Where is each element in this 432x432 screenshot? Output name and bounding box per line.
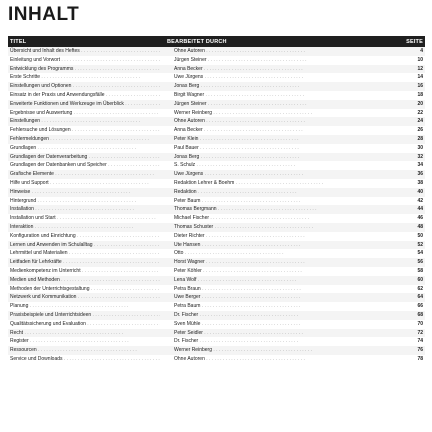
entry-page: 62: [417, 285, 423, 292]
entry-title: Planung . . .: [8, 302, 160, 311]
entry-author: Ute Hansen . . .: [160, 241, 324, 250]
table-row[interactable]: [8, 82, 425, 91]
entry-author: Thomas Schuster . . .: [160, 223, 324, 232]
entry-page: 22: [417, 109, 423, 116]
entry-page: 72: [417, 329, 423, 336]
entry-title: Grafische Elemente . . .: [8, 170, 160, 179]
entry-page: 44: [417, 206, 423, 213]
entry-title: Fehlersuche und Lösungen . . .: [8, 126, 160, 135]
entry-page: 52: [417, 241, 423, 248]
entry-author: Horst Wagner . . .: [160, 258, 324, 267]
table-row[interactable]: [8, 320, 425, 329]
entry-page: 14: [417, 74, 423, 81]
entry-title: Grundlagen der Datenbanken und Speicher . . .: [8, 161, 160, 170]
table-row[interactable]: [8, 232, 425, 241]
entry-author: Ohne Autoren . . .: [160, 47, 324, 56]
entry-page: 38: [417, 179, 423, 186]
entry-author: Dr. Fischer . . .: [160, 311, 324, 320]
entry-author: Jürgen Steiner . . .: [160, 56, 324, 65]
entry-title: Ergebnisse und Auswertung . . .: [8, 109, 160, 118]
table-row[interactable]: [8, 117, 425, 126]
entry-author: Ohne Autoren . . .: [160, 117, 324, 126]
table-row[interactable]: [8, 311, 425, 320]
entry-author: Sven Mühle . . .: [160, 320, 324, 329]
entry-author: Anna Becker . . .: [160, 126, 324, 135]
table-row[interactable]: [8, 355, 425, 364]
entry-author: Werner Reinberg . . .: [160, 346, 324, 355]
table-row[interactable]: [8, 65, 425, 74]
header-author: BEARBEITET DURCH: [167, 38, 227, 45]
entry-page: 78: [417, 355, 423, 362]
entry-page: 48: [417, 223, 423, 230]
table-row[interactable]: [8, 179, 425, 188]
entry-page: 68: [417, 311, 423, 318]
table-row[interactable]: [8, 302, 425, 311]
entry-author: Petra Braun . . .: [160, 285, 324, 294]
entry-author: Peter Seidler . . .: [160, 329, 324, 338]
table-row[interactable]: [8, 223, 425, 232]
entry-page: 30: [417, 144, 423, 151]
table-row[interactable]: [8, 205, 425, 214]
entry-author: Otto . . .: [160, 249, 324, 258]
table-row[interactable]: [8, 285, 425, 294]
entry-page: 54: [417, 250, 423, 257]
entry-page: 70: [417, 320, 423, 327]
entry-author: Dr. Fischer . . .: [160, 337, 324, 346]
entry-author: Uwe Jürgens . . .: [160, 73, 324, 82]
entry-page: 16: [417, 83, 423, 90]
entry-page: 12: [417, 65, 423, 72]
entry-page: 42: [417, 197, 423, 204]
entry-author: Thomas Bergmann . . .: [160, 205, 324, 214]
table-row[interactable]: [8, 100, 425, 109]
entry-title: Medienkompetenz im Unterricht . . .: [8, 267, 160, 276]
entry-title: Netzwerk und Kommunikation . . .: [8, 293, 160, 302]
entry-author: Anna Becker . . .: [160, 65, 324, 74]
entry-author: Werner Reinberg . . .: [160, 109, 324, 118]
entry-title: Praxisbeispiele und Unterrichtsideen . . .: [8, 311, 160, 320]
entry-title: Ressourcen . . .: [8, 346, 160, 355]
entry-title: Service und Downloads . . .: [8, 355, 160, 364]
table-of-contents: [8, 36, 425, 364]
entry-author: Redaktion . . .: [160, 188, 324, 197]
entry-title: Fehlermeldungen . . .: [8, 135, 160, 144]
page-title: INHALT: [8, 4, 80, 25]
entry-author: Michael Fischer . . .: [160, 214, 324, 223]
entry-title: Hintergrund . . .: [8, 197, 160, 206]
entry-title: Qualitätssicherung und Evaluation . . .: [8, 320, 160, 329]
entry-title: Einstellungen . . .: [8, 117, 160, 126]
entry-title: Übersicht und Inhalt des Heftes . . .: [8, 47, 160, 56]
entry-page: 28: [417, 135, 423, 142]
table-row[interactable]: [8, 267, 425, 276]
entry-author: Peter Köhler . . .: [160, 267, 324, 276]
entry-title: Einstellungen und Optionen . . .: [8, 82, 160, 91]
entry-author: Uwe Berger . . .: [160, 293, 324, 302]
entry-author: Peter Baum . . .: [160, 197, 324, 206]
entry-page: 56: [417, 259, 423, 266]
entry-title: Leitfaden für Lehrkräfte . . .: [8, 258, 160, 267]
entry-title: Interaktion . . .: [8, 223, 160, 232]
entry-page: 18: [417, 91, 423, 98]
entry-author: Peter Klein . . .: [160, 135, 324, 144]
entry-title: Methoden der Unterrichtsgestaltung . . .: [8, 285, 160, 294]
table-row[interactable]: [8, 91, 425, 100]
entry-title: Konfiguration und Einrichtung . . .: [8, 232, 160, 241]
table-row[interactable]: [8, 258, 425, 267]
entry-title: Einleitung und Vorwort . . .: [8, 56, 160, 65]
entry-page: 74: [417, 338, 423, 345]
header-title: TITEL: [10, 38, 27, 45]
header-page: SEITE: [406, 38, 423, 45]
entry-page: 64: [417, 294, 423, 301]
entry-page: 36: [417, 171, 423, 178]
entry-page: 4: [420, 48, 423, 54]
entry-title: Hilfe und Support . . .: [8, 179, 160, 188]
table-row[interactable]: [8, 126, 425, 135]
entry-page: 40: [417, 188, 423, 195]
entry-title: Register . . .: [8, 337, 160, 346]
entry-author: S. Schulz . . .: [160, 161, 324, 170]
entry-title: Lernen und Anwenden im Schulalltag . . .: [8, 241, 160, 250]
entry-title: Installation und Start . . .: [8, 214, 160, 223]
entry-page: 66: [417, 303, 423, 310]
entry-page: 32: [417, 153, 423, 160]
entry-page: 34: [417, 162, 423, 169]
entry-title: Medien und Methoden . . .: [8, 276, 160, 285]
table-row[interactable]: [8, 214, 425, 223]
table-row[interactable]: [8, 188, 425, 197]
entry-page: 60: [417, 276, 423, 283]
table-row[interactable]: [8, 276, 425, 285]
entry-title: Grundlagen der Datenverarbeitung . . .: [8, 153, 160, 162]
entry-author: Birgit Wagner . . .: [160, 91, 324, 100]
entry-author: Petra Baum . . .: [160, 302, 324, 311]
entry-title: Recht . . .: [8, 329, 160, 338]
entry-author: Jonas Berg . . .: [160, 82, 324, 91]
table-row[interactable]: [8, 153, 425, 162]
table-row[interactable]: [8, 73, 425, 82]
entry-page: 26: [417, 127, 423, 134]
entry-page: 76: [417, 347, 423, 354]
entry-author: Dieter Richter . . .: [160, 232, 324, 241]
entry-author: Redaktion Lehrer & Boehm . . .: [160, 179, 324, 188]
table-row[interactable]: [8, 144, 425, 153]
table-body: [8, 47, 425, 364]
entry-title: Installation . . .: [8, 205, 160, 214]
entry-title: Grundlagen . . .: [8, 144, 160, 153]
table-row[interactable]: [8, 293, 425, 302]
entry-title: Einsatz in der Praxis und Anwendungsfälle . . .: [8, 91, 160, 100]
entry-title: Erweiterte Funktionen und Werkzeuge im Überblick . . .: [8, 100, 160, 109]
entry-page: 50: [417, 232, 423, 239]
table-row[interactable]: [8, 170, 425, 179]
table-row[interactable]: [8, 109, 425, 118]
entry-page: 58: [417, 267, 423, 274]
table-row[interactable]: [8, 241, 425, 250]
table-row[interactable]: [8, 337, 425, 346]
table-row[interactable]: [8, 346, 425, 355]
table-row[interactable]: [8, 47, 425, 56]
entry-title: Entwicklung des Programms . . .: [8, 65, 160, 74]
entry-author: Paul Bauer . . .: [160, 144, 324, 153]
entry-title: Lehrmittel und Materialien . . .: [8, 249, 160, 258]
entry-title: Hinweise . . .: [8, 188, 160, 197]
entry-page: 20: [417, 100, 423, 107]
table-row[interactable]: [8, 329, 425, 338]
entry-title: Erste Schritte . . .: [8, 73, 160, 82]
entry-page: 10: [417, 56, 423, 63]
entry-page: 24: [417, 118, 423, 125]
entry-page: 46: [417, 215, 423, 222]
entry-author: Jonas Berg . . .: [160, 153, 324, 162]
entry-author: Lena Wolf . . .: [160, 276, 324, 285]
table-row[interactable]: [8, 249, 425, 258]
entry-author: Jürgen Steiner . . .: [160, 100, 324, 109]
entry-author: Ohne Autoren . . .: [160, 355, 324, 364]
table-header: [8, 36, 425, 47]
table-row[interactable]: [8, 197, 425, 206]
table-row[interactable]: [8, 56, 425, 65]
entry-author: Uwe Jürgens . . .: [160, 170, 324, 179]
table-row[interactable]: [8, 161, 425, 170]
table-row[interactable]: [8, 135, 425, 144]
